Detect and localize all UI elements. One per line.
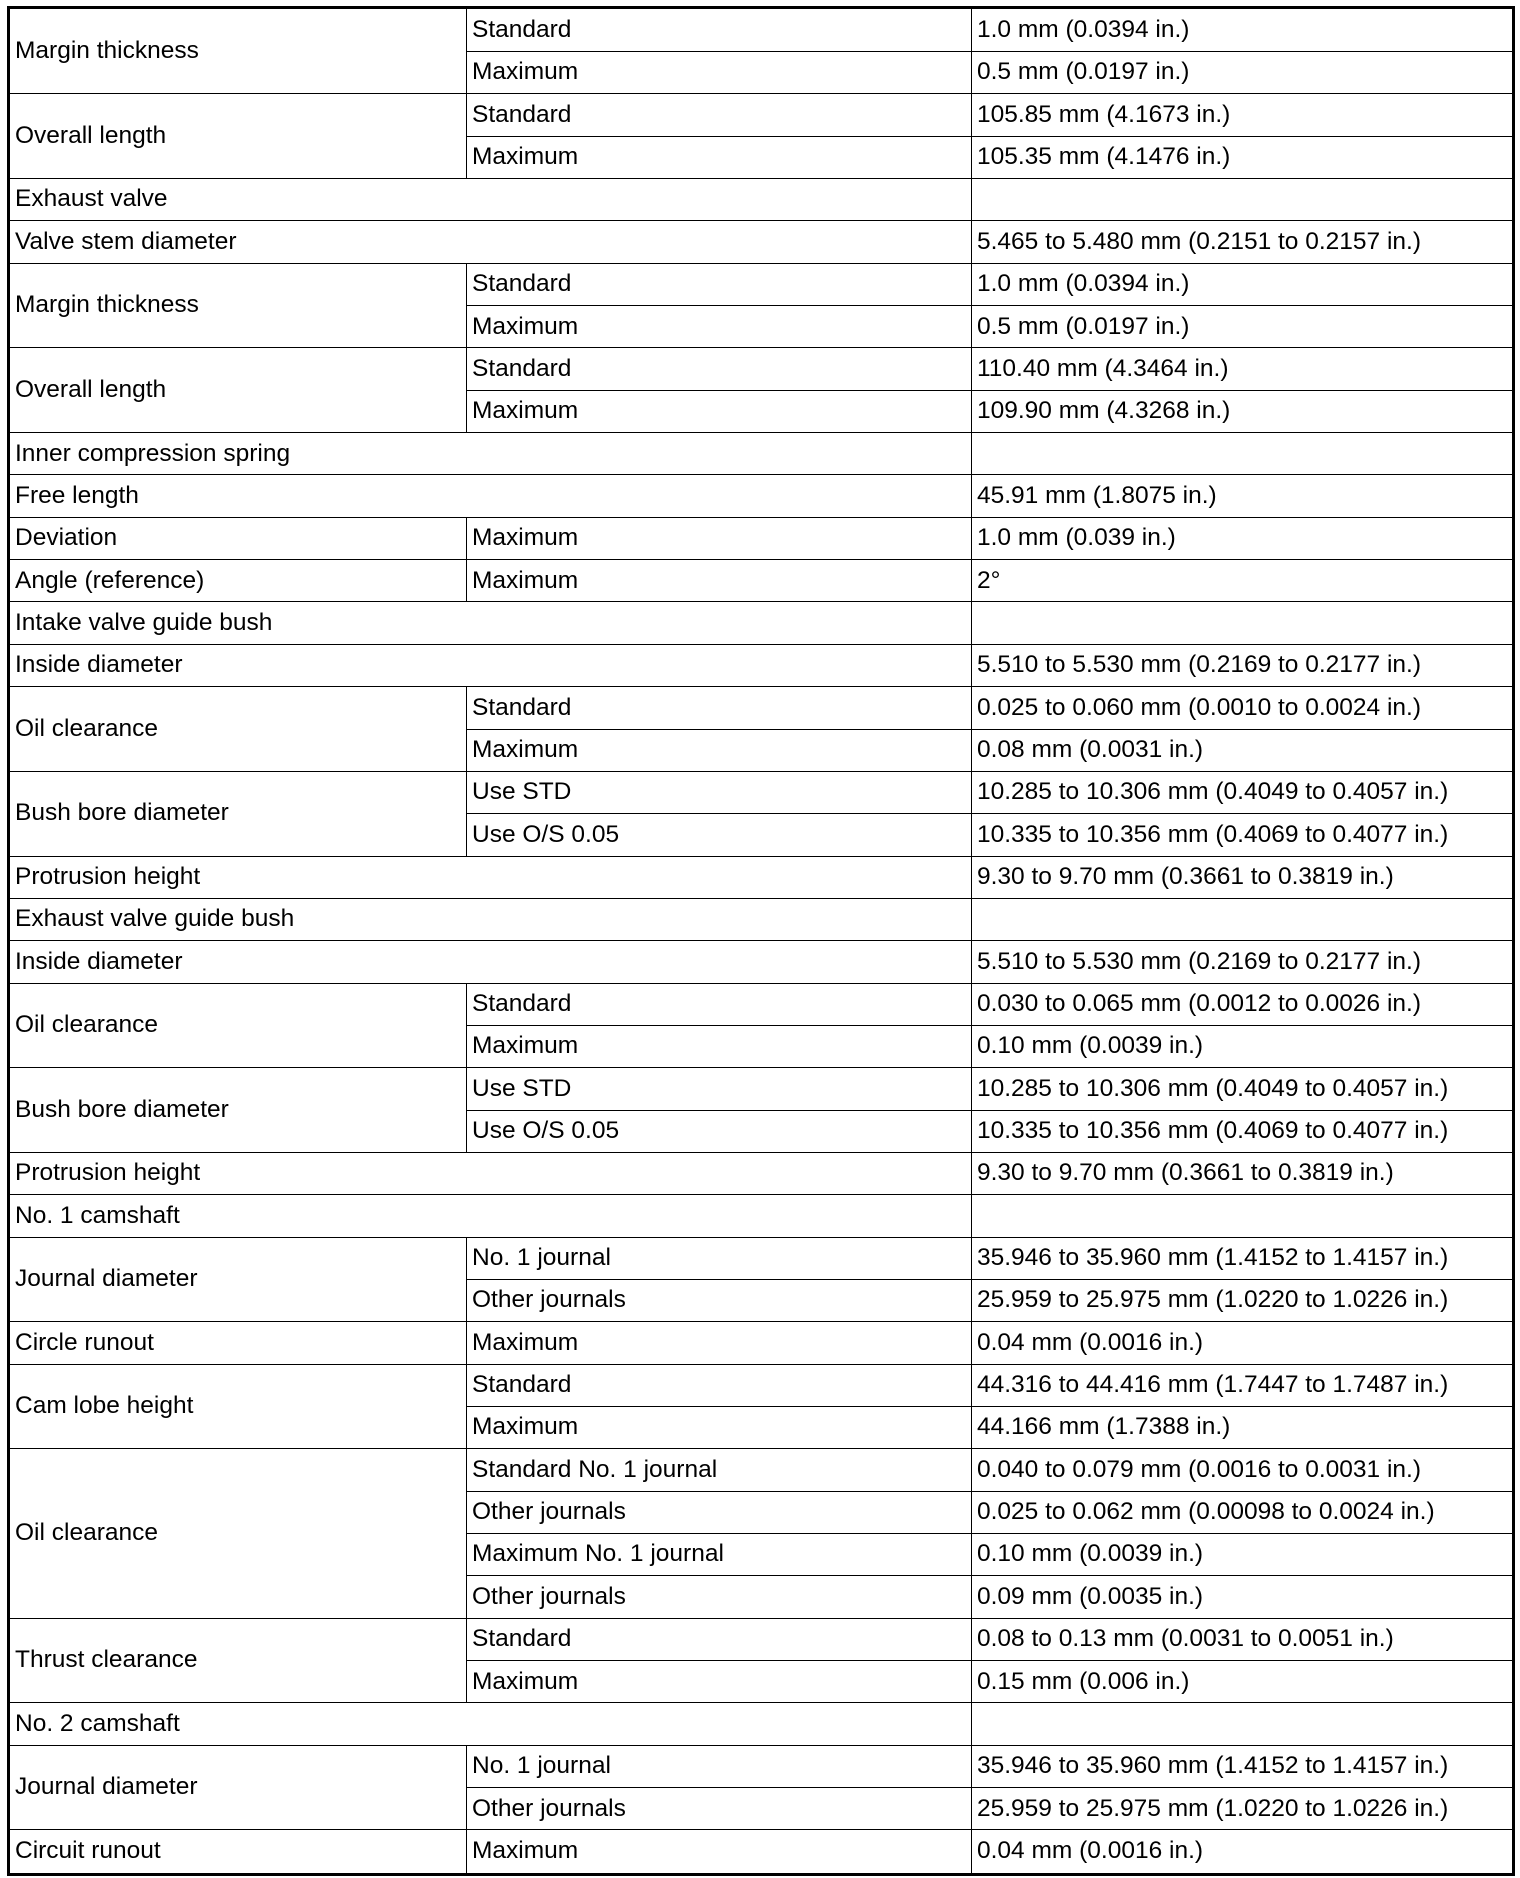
table-row [9,1237,1514,1279]
spec-condition: Maximum No. 1 journal [467,1534,972,1576]
spec-value: 10.285 to 10.306 mm (0.4049 to 0.4057 in.) [972,1068,1514,1110]
spec-item-label: Overall length [9,348,467,433]
spec-value: 0.04 mm (0.0016 in.) [972,1322,1514,1364]
spec-value: 0.5 mm (0.0197 in.) [972,52,1514,94]
spec-value [972,433,1514,475]
spec-condition: Maximum [467,1025,972,1067]
section-title: Exhaust valve guide bush [9,898,972,940]
spec-item-label: Deviation [9,517,467,559]
spec-condition: Maximum [467,1407,972,1449]
spec-value: 44.166 mm (1.7388 in.) [972,1407,1514,1449]
spec-condition: Standard [467,94,972,136]
spec-value: 0.10 mm (0.0039 in.) [972,1025,1514,1067]
spec-value: 0.08 mm (0.0031 in.) [972,729,1514,771]
spec-value: 0.030 to 0.065 mm (0.0012 to 0.0026 in.) [972,983,1514,1025]
spec-condition: Other journals [467,1788,972,1830]
table-row [9,1449,1514,1491]
spec-value: 10.285 to 10.306 mm (0.4049 to 0.4057 in.) [972,771,1514,813]
table-row [9,1364,1514,1406]
spec-condition: Standard [467,1364,972,1406]
spec-value [972,602,1514,644]
spec-item-label: Journal diameter [9,1237,467,1322]
spec-value: 0.04 mm (0.0016 in.) [972,1830,1514,1875]
spec-value: 110.40 mm (4.3464 in.) [972,348,1514,390]
spec-item-label: Oil clearance [9,1449,467,1618]
spec-condition: Standard [467,687,972,729]
spec-condition: Maximum [467,136,972,178]
spec-value: 35.946 to 35.960 mm (1.4152 to 1.4157 in.) [972,1745,1514,1787]
spec-item-label: Protrusion height [9,1152,972,1194]
spec-condition: Other journals [467,1576,972,1618]
spec-item-label: Inside diameter [9,644,972,686]
spec-value: 0.025 to 0.060 mm (0.0010 to 0.0024 in.) [972,687,1514,729]
spec-value: 1.0 mm (0.0394 in.) [972,263,1514,305]
spec-condition: Maximum [467,52,972,94]
spec-condition: Use O/S 0.05 [467,814,972,856]
spec-value: 0.5 mm (0.0197 in.) [972,306,1514,348]
spec-condition: Standard [467,8,972,52]
spec-item-label: Thrust clearance [9,1618,467,1703]
spec-value: 0.15 mm (0.006 in.) [972,1661,1514,1703]
spec-value: 5.510 to 5.530 mm (0.2169 to 0.2177 in.) [972,941,1514,983]
spec-value: 0.025 to 0.062 mm (0.00098 to 0.0024 in.) [972,1491,1514,1533]
table-row [9,1322,1514,1364]
spec-condition: Standard No. 1 journal [467,1449,972,1491]
spec-condition: Use O/S 0.05 [467,1110,972,1152]
table-row [9,687,1514,729]
spec-condition: Standard [467,1618,972,1660]
table-row [9,517,1514,559]
spec-value: 0.09 mm (0.0035 in.) [972,1576,1514,1618]
spec-condition: Maximum [467,1830,972,1875]
spec-value: 105.35 mm (4.1476 in.) [972,136,1514,178]
table-row [9,221,1514,263]
spec-value: 10.335 to 10.356 mm (0.4069 to 0.4077 in.) [972,1110,1514,1152]
spec-value [972,898,1514,940]
spec-value: 0.08 to 0.13 mm (0.0031 to 0.0051 in.) [972,1618,1514,1660]
section-header-row [9,179,1514,221]
spec-item-label: Protrusion height [9,856,972,898]
spec-value: 2° [972,560,1514,602]
spec-item-label: Bush bore diameter [9,771,467,856]
table-row [9,348,1514,390]
spec-item-label: Circle runout [9,1322,467,1364]
spec-item-label: Valve stem diameter [9,221,972,263]
spec-condition: No. 1 journal [467,1745,972,1787]
table-row [9,1068,1514,1110]
spec-item-label: Oil clearance [9,687,467,772]
spec-item-label: Oil clearance [9,983,467,1068]
spec-condition: No. 1 journal [467,1237,972,1279]
spec-value: 10.335 to 10.356 mm (0.4069 to 0.4077 in.) [972,814,1514,856]
spec-value [972,179,1514,221]
section-header-row [9,898,1514,940]
spec-condition: Standard [467,348,972,390]
spec-table-body [9,8,1514,1875]
spec-table [7,6,1515,1876]
spec-value: 105.85 mm (4.1673 in.) [972,94,1514,136]
spec-value: 0.040 to 0.079 mm (0.0016 to 0.0031 in.) [972,1449,1514,1491]
table-row [9,1830,1514,1875]
spec-condition: Maximum [467,729,972,771]
spec-value: 5.465 to 5.480 mm (0.2151 to 0.2157 in.) [972,221,1514,263]
spec-condition: Maximum [467,1322,972,1364]
spec-value [972,1195,1514,1237]
table-row [9,1618,1514,1660]
spec-item-label: Angle (reference) [9,560,467,602]
spec-condition: Use STD [467,771,972,813]
spec-value: 44.316 to 44.416 mm (1.7447 to 1.7487 in.) [972,1364,1514,1406]
section-header-row [9,433,1514,475]
spec-condition: Other journals [467,1491,972,1533]
table-row [9,856,1514,898]
table-row [9,94,1514,136]
spec-condition: Standard [467,263,972,305]
spec-value [972,1703,1514,1745]
table-row [9,983,1514,1025]
spec-condition: Other journals [467,1279,972,1321]
table-row [9,771,1514,813]
spec-item-label: Circuit runout [9,1830,467,1875]
spec-value: 25.959 to 25.975 mm (1.0220 to 1.0226 in.) [972,1279,1514,1321]
spec-condition: Maximum [467,306,972,348]
section-title: Inner compression spring [9,433,972,475]
spec-item-label: Inside diameter [9,941,972,983]
spec-value: 9.30 to 9.70 mm (0.3661 to 0.3819 in.) [972,856,1514,898]
spec-item-label: Margin thickness [9,263,467,348]
spec-value: 5.510 to 5.530 mm (0.2169 to 0.2177 in.) [972,644,1514,686]
spec-value: 45.91 mm (1.8075 in.) [972,475,1514,517]
section-title: Intake valve guide bush [9,602,972,644]
spec-item-label: Bush bore diameter [9,1068,467,1153]
spec-value: 1.0 mm (0.0394 in.) [972,8,1514,52]
table-row [9,8,1514,52]
spec-value: 0.10 mm (0.0039 in.) [972,1534,1514,1576]
table-row [9,263,1514,305]
section-header-row [9,602,1514,644]
spec-condition: Maximum [467,560,972,602]
spec-condition: Maximum [467,517,972,559]
section-header-row [9,1195,1514,1237]
section-title: Exhaust valve [9,179,972,221]
spec-value: 35.946 to 35.960 mm (1.4152 to 1.4157 in.) [972,1237,1514,1279]
spec-item-label: Overall length [9,94,467,179]
spec-item-label: Journal diameter [9,1745,467,1830]
table-row [9,644,1514,686]
section-title: No. 2 camshaft [9,1703,972,1745]
spec-item-label: Cam lobe height [9,1364,467,1449]
spec-condition: Maximum [467,390,972,432]
spec-condition: Use STD [467,1068,972,1110]
spec-condition: Standard [467,983,972,1025]
spec-value: 25.959 to 25.975 mm (1.0220 to 1.0226 in.) [972,1788,1514,1830]
section-header-row [9,1703,1514,1745]
table-row [9,941,1514,983]
spec-value: 109.90 mm (4.3268 in.) [972,390,1514,432]
table-row [9,1745,1514,1787]
table-row [9,560,1514,602]
table-row [9,1152,1514,1194]
spec-condition: Maximum [467,1661,972,1703]
spec-item-label: Free length [9,475,972,517]
section-title: No. 1 camshaft [9,1195,972,1237]
table-row [9,475,1514,517]
spec-item-label: Margin thickness [9,8,467,94]
spec-value: 9.30 to 9.70 mm (0.3661 to 0.3819 in.) [972,1152,1514,1194]
spec-value: 1.0 mm (0.039 in.) [972,517,1514,559]
